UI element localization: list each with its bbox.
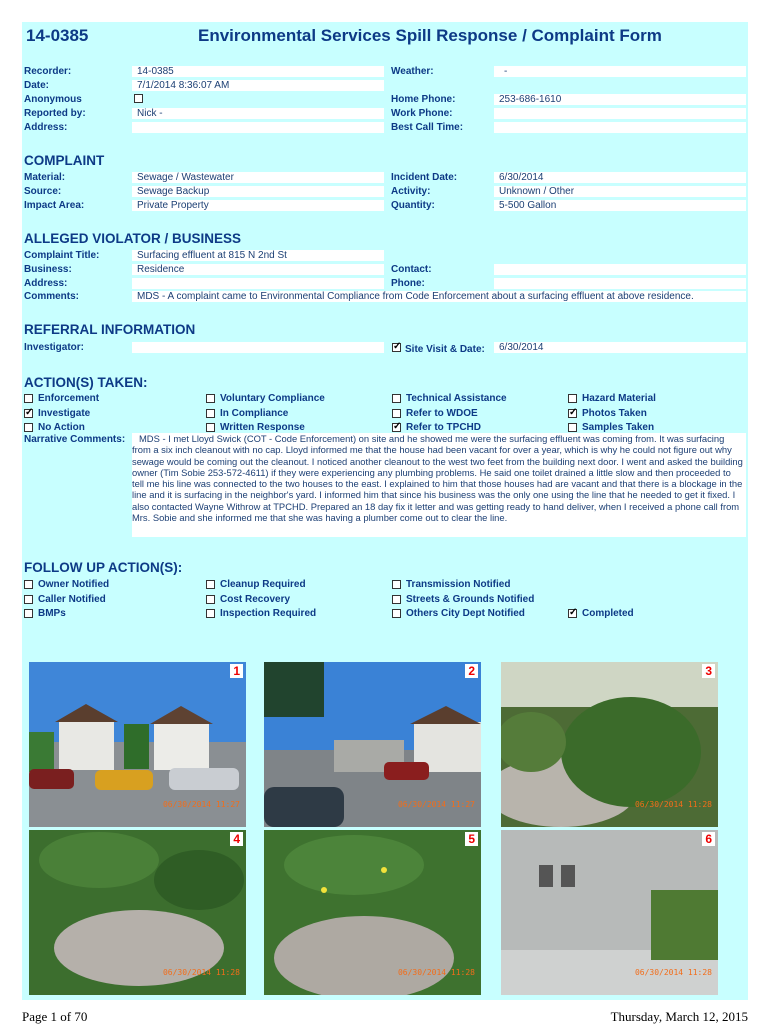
followup-completed-checkbox[interactable] — [568, 609, 577, 618]
home-phone-label: Home Phone: — [391, 94, 456, 105]
photo-2 — [264, 662, 481, 827]
complaint-heading: COMPLAINT — [24, 153, 105, 168]
action-photos-taken-label: Photos Taken — [582, 407, 647, 419]
impact-value: Private Property — [132, 200, 384, 211]
followup-inspection-required-checkbox[interactable] — [206, 609, 215, 618]
photo-5-number: 5 — [465, 832, 478, 846]
photo-2-number: 2 — [465, 664, 478, 678]
action-in-compliance-checkbox[interactable] — [206, 409, 215, 418]
weather-label: Weather: — [391, 66, 434, 77]
date-label: Date: — [24, 80, 50, 91]
action-written-response-label: Written Response — [220, 422, 305, 433]
impact-label: Impact Area: — [24, 200, 85, 211]
followup-caller-notified-label: Caller Notified — [38, 593, 106, 605]
complaint-title-value: Surfacing effluent at 815 N 2nd St — [132, 250, 384, 261]
actions-heading: ACTION(S) TAKEN: — [24, 375, 148, 390]
followup-caller-notified-checkbox[interactable] — [24, 595, 33, 604]
print-date: Thursday, March 12, 2015 — [610, 1009, 748, 1024]
material-label: Material: — [24, 172, 66, 183]
photo-6 — [501, 830, 718, 995]
form-title: Environmental Services Spill Response / Complaint Form — [198, 26, 662, 45]
investigator-label: Investigator: — [24, 342, 85, 353]
anonymous-label: Anonymous — [24, 94, 82, 105]
photo-4-timestamp: 06/30/2014 11:28 — [162, 968, 240, 977]
photo-3-number: 3 — [702, 664, 715, 678]
action-refer-to-wdoe-checkbox[interactable] — [392, 409, 401, 418]
comments-value: MDS - A complaint came to Environmental Compliance from Code Enforcement about a surfacing effluent at above residence. — [132, 291, 746, 302]
business-value: Residence — [132, 264, 384, 275]
source-value: Sewage Backup — [132, 186, 384, 197]
action-voluntary-compliance-checkbox[interactable] — [206, 394, 215, 403]
followup-cost-recovery-label: Cost Recovery — [220, 593, 291, 605]
followup-completed-label: Completed — [582, 608, 634, 619]
followup-others-city-dept-notified-checkbox[interactable] — [392, 609, 401, 618]
followup-inspection-required-label: Inspection Required — [220, 608, 317, 619]
work-phone-label: Work Phone: — [391, 108, 453, 119]
address-value — [132, 122, 384, 133]
best-call-label: Best Call Time: — [391, 122, 464, 133]
home-phone-value: 253-686-1610 — [494, 94, 746, 105]
photo-1 — [29, 662, 246, 827]
photo-5 — [264, 830, 481, 995]
site-visit-checkbox[interactable] — [392, 343, 401, 352]
followup-transmission-notified-label: Transmission Notified — [406, 579, 511, 590]
action-written-response-checkbox[interactable] — [206, 423, 215, 432]
action-samples-taken-label: Samples Taken — [582, 422, 655, 433]
followup-owner-notified-label: Owner Notified — [38, 579, 110, 590]
date-value: 7/1/2014 8:36:07 AM — [132, 80, 384, 91]
work-phone-value — [494, 108, 746, 119]
action-in-compliance-label: In Compliance — [220, 407, 289, 419]
action-investigate-checkbox[interactable] — [24, 409, 33, 418]
material-value: Sewage / Wastewater — [132, 172, 384, 183]
followup-cleanup-required-label: Cleanup Required — [220, 579, 306, 590]
photo-5-timestamp: 06/30/2014 11:28 — [397, 968, 475, 977]
photo-2-timestamp: 06/30/2014 11:27 — [397, 800, 475, 809]
narrative-comments: MDS - I met Lloyd Swick (COT - Code Enforcement) on site and he showed me were the surfacing effluent was coming from. It was surfacing from a six inch cleanout with no cap. Lloyd informed me that the house had been vacant for over a year, which is why he could not figure out why sewage would be coming out the cleanout. I noticed another cleanout to the west two feet from the building next door. I went and asked the building owner (Tim Sobie 253-572-4611) if they were experiencing any plumbing problems. He said one toilet drained a little slow and then proceeded to tell me his line was connected to the two houses to the east. I explained to him that those houses had are vacant and that there is a blockage in the line and it is surfacing in the neighbor's yard. I informed him that since his business was the only one using the line that he needed to get it fixed. I also contacted Wayne Withrow at TPCHD. Prepared an 18 day fix it letter and was getting ready to hand deliver, when I received a phone call from Mrs. Sobie and she informed me that she was having a plumber come out to clear the line. — [132, 433, 746, 537]
reported-by-label: Reported by: — [24, 108, 86, 119]
best-call-value — [494, 122, 746, 133]
activity-value: Unknown / Other — [494, 186, 746, 197]
violator-address-value — [132, 278, 384, 289]
activity-label: Activity: — [391, 186, 431, 197]
action-no-action-label: No Action — [38, 422, 85, 433]
followup-transmission-notified-checkbox[interactable] — [392, 580, 401, 589]
photo-4-number: 4 — [230, 832, 243, 846]
recorder-value: 14-0385 — [132, 66, 384, 77]
referral-heading: REFERRAL INFORMATION — [24, 322, 196, 337]
narrative-label: Narrative Comments: — [24, 434, 126, 445]
action-hazard-material-label: Hazard Material — [582, 393, 656, 404]
followup-cost-recovery-checkbox[interactable] — [206, 595, 215, 604]
action-investigate-label: Investigate — [38, 407, 91, 419]
recorder-label: Recorder: — [24, 66, 72, 77]
action-no-action-checkbox[interactable] — [24, 423, 33, 432]
source-label: Source: — [24, 186, 62, 197]
followup-heading: FOLLOW UP ACTION(S): — [24, 560, 183, 575]
action-technical-assistance-checkbox[interactable] — [392, 394, 401, 403]
action-technical-assistance-label: Technical Assistance — [406, 393, 507, 404]
page-number: Page 1 of 70 — [22, 1009, 88, 1024]
photo-3 — [501, 662, 718, 827]
followup-others-city-dept-notified-label: Others City Dept Notified — [406, 608, 525, 619]
photo-3-timestamp: 06/30/2014 11:28 — [634, 800, 712, 809]
violator-heading: ALLEGED VIOLATOR / BUSINESS — [24, 231, 242, 246]
reported-by-value: Nick - — [132, 108, 384, 119]
quantity-value: 5-500 Gallon — [494, 200, 746, 211]
followup-bmps-checkbox[interactable] — [24, 609, 33, 618]
action-voluntary-compliance-label: Voluntary Compliance — [220, 393, 325, 404]
action-enforcement-checkbox[interactable] — [24, 394, 33, 403]
photo-1-number: 1 — [230, 664, 243, 678]
action-photos-taken-checkbox[interactable] — [568, 409, 577, 418]
followup-bmps-label: BMPs — [38, 608, 66, 619]
action-samples-taken-checkbox[interactable] — [568, 423, 577, 432]
action-refer-to-tpchd-label: Refer to TPCHD — [406, 422, 482, 433]
followup-streets-grounds-notified-label: Streets & Grounds Notified — [406, 593, 535, 605]
followup-streets-grounds-notified-checkbox[interactable] — [392, 595, 401, 604]
action-refer-to-wdoe-label: Refer to WDOE — [406, 407, 478, 419]
comments-label: Comments: — [24, 291, 80, 302]
photo-1-timestamp: 06/30/2014 11:27 — [162, 800, 240, 809]
followup-cleanup-required-checkbox[interactable] — [206, 580, 215, 589]
phone-label: Phone: — [391, 278, 425, 289]
investigator-value — [132, 342, 384, 353]
photo-6-timestamp: 06/30/2014 11:28 — [634, 968, 712, 977]
record-id: 14-0385 — [26, 26, 89, 45]
violator-address-label: Address: — [24, 278, 68, 289]
incident-date-value: 6/30/2014 — [494, 172, 746, 183]
phone-value — [494, 278, 746, 289]
contact-label: Contact: — [391, 264, 432, 275]
business-label: Business: — [24, 264, 72, 275]
anonymous-checkbox[interactable] — [134, 94, 143, 103]
address-label: Address: — [24, 122, 68, 133]
photo-6-number: 6 — [702, 832, 715, 846]
site-visit-label: Site Visit & Date: — [405, 344, 485, 355]
contact-value — [494, 264, 746, 275]
quantity-label: Quantity: — [391, 200, 435, 211]
followup-owner-notified-checkbox[interactable] — [24, 580, 33, 589]
action-enforcement-label: Enforcement — [38, 393, 100, 404]
site-visit-date: 6/30/2014 — [494, 342, 746, 353]
action-refer-to-tpchd-checkbox[interactable] — [392, 423, 401, 432]
incident-date-label: Incident Date: — [391, 172, 458, 183]
weather-value: - — [494, 66, 746, 77]
complaint-title-label: Complaint Title: — [24, 250, 100, 261]
photo-4 — [29, 830, 246, 995]
action-hazard-material-checkbox[interactable] — [568, 394, 577, 403]
